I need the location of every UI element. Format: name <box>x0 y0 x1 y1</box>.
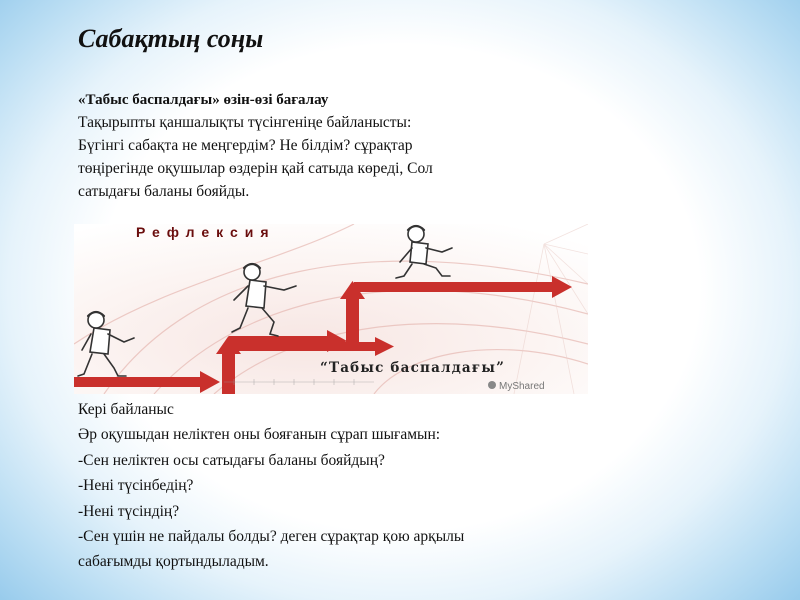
intro-text <box>78 111 548 203</box>
success-ladder-image <box>74 224 588 394</box>
feedback-line: -Сен неліктен осы сатыдағы баланы бояйдың? <box>78 451 385 469</box>
intro-line: сатыдағы баланы бояйды. <box>78 183 250 200</box>
feedback-line: Әр оқушыдан неліктен оны бояғанын сұрап шығамын: <box>78 426 441 444</box>
feedback-line: -Сен үшін не пайдалы болды? деген сұрақтар қою арқылы <box>78 528 465 546</box>
reflection-subtitle: «Табыс баспалдағы» өзін-өзі бағалау <box>78 92 329 108</box>
watermark-text: MyShared <box>499 381 545 392</box>
intro-line: Тақырыпты қаншалықты түсінгеніңе байланысты: <box>78 114 412 131</box>
banner-text: Рефлексия <box>136 224 276 240</box>
feedback-line: -Нені түсіндің? <box>78 502 180 520</box>
feedback-line: сабағымды қортындыладым. <box>78 553 269 571</box>
feedback-line: -Нені түсінбедің? <box>78 477 194 495</box>
feedback-text <box>78 397 698 575</box>
intro-line: Бүгінгі сабақта не меңгердім? Не білдім? сұрақтар <box>78 137 413 154</box>
slide-title: Сабақтың соңы <box>78 24 264 53</box>
success-ladder-illustration <box>74 224 588 394</box>
intro-line: төңірегінде оқушылар өздерін қай сатыда көреді, Сол <box>78 160 433 177</box>
figure-caption: “Табыс баспалдағы” <box>320 360 506 376</box>
feedback-heading: Кері байланыс <box>78 401 174 418</box>
